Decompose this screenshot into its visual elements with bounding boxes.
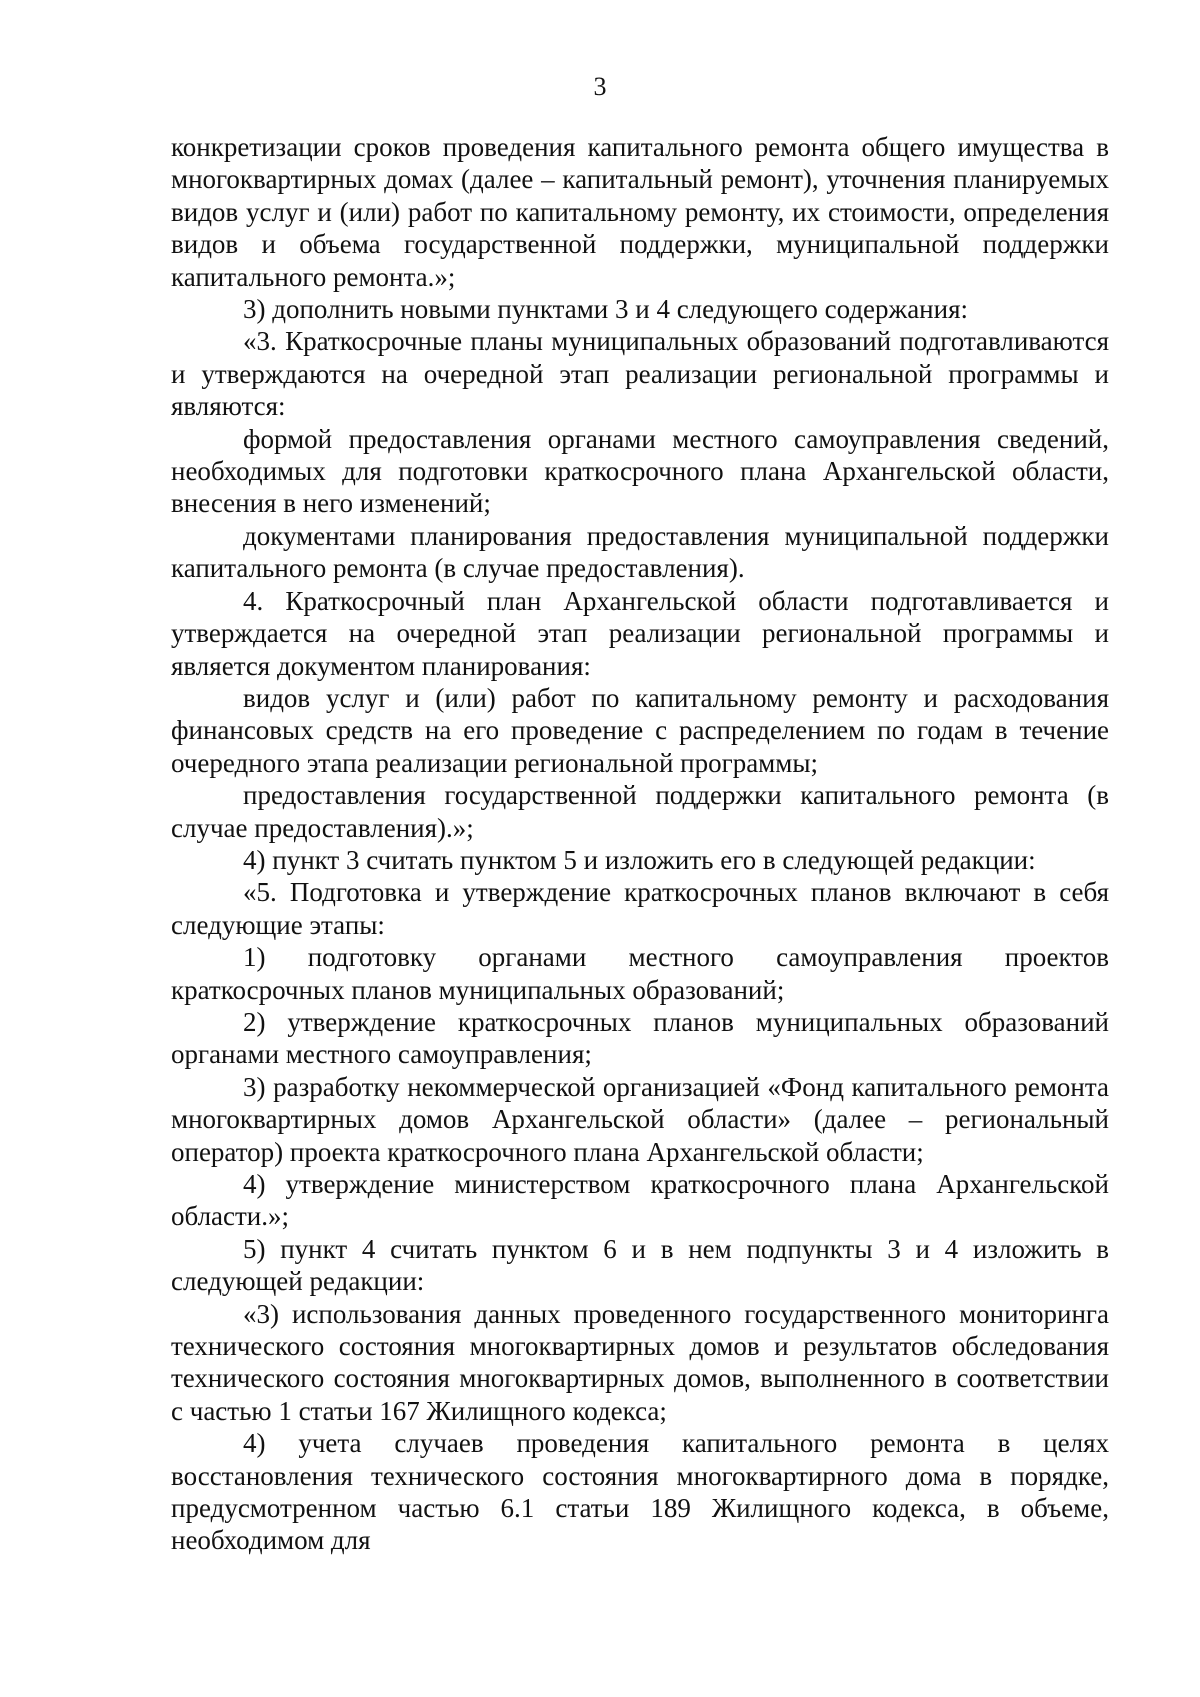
paragraph: «3. Краткосрочные планы муниципальных образований подготавливаются и утверждаются на очередной этап реализации региональной программы и являются:	[171, 326, 1109, 422]
paragraph: конкретизации сроков проведения капитального ремонта общего имущества в многоквартирных домах (далее – капитальный ремонт), уточнения планируемых видов услуг и (или) работ по капитальному ремонту, их стоимости, определения видов и объема государственной поддержки, муниципальной поддержки капитального ремонта.»;	[171, 132, 1109, 292]
paragraph: 2) утверждение краткосрочных планов муниципальных образований органами местного самоуправления;	[171, 1006, 1109, 1070]
paragraph: «5. Подготовка и утверждение краткосрочных планов включают в себя следующие этапы:	[171, 877, 1109, 940]
paragraph: 1) подготовку органами местного самоуправления проектов краткосрочных планов муниципальных образований;	[171, 942, 1109, 1005]
paragraph: 4) пункт 3 считать пунктом 5 и изложить его в следующей редакции:	[243, 844, 1036, 875]
paragraph: 5) пункт 4 считать пунктом 6 и в нем подпункты 3 и 4 изложить в следующей редакции:	[171, 1233, 1109, 1297]
paragraph: 3) дополнить новыми пунктами 3 и 4 следующего содержания:	[243, 294, 968, 325]
page-number: 3	[593, 72, 607, 101]
paragraph: 3) разработку некоммерческой организацией «Фонд капитального ремонта многоквартирных домов Архангельской области» (далее – региональный оператор) проекта краткосрочного плана Архангельской области;	[171, 1071, 1109, 1167]
paragraph: 4) учета случаев проведения капитального ремонта в целях восстановления технического состояния многоквартирного дома в порядке, предусмотренном частью 6.1 статьи 189 Жилищного кодекса, в объеме, необходимом для	[171, 1428, 1109, 1556]
paragraph: 4) утверждение министерством краткосрочного плана Архангельской области.»;	[171, 1169, 1109, 1232]
paragraph: формой предоставления органами местного самоуправления сведений, необходимых для подготовки краткосрочного плана Архангельской области, внесения в него изменений;	[171, 423, 1109, 519]
document-body	[171, 131, 1109, 1557]
paragraph: 4. Краткосрочный план Архангельской области подготавливается и утверждается на очередной этап реализации региональной программы и является документом планирования:	[171, 585, 1109, 681]
paragraph: видов услуг и (или) работ по капитальному ремонту и расходования финансовых средств на его проведение с распределением по годам в течение очередного этапа реализации региональной программы;	[171, 682, 1109, 778]
paragraph: предоставления государственной поддержки капитального ремонта (в случае предоставления).»;	[171, 780, 1109, 843]
paragraph: документами планирования предоставления муниципальной поддержки капитального ремонта (в случае предоставления).	[171, 520, 1109, 584]
paragraph: «3) использования данных проведенного государственного мониторинга технического состояния многоквартирных домов и результатов обследования технического состояния многоквартирных домов, выполненного в соответствии с частью 1 статьи 167 Жилищного кодекса;	[171, 1298, 1109, 1426]
